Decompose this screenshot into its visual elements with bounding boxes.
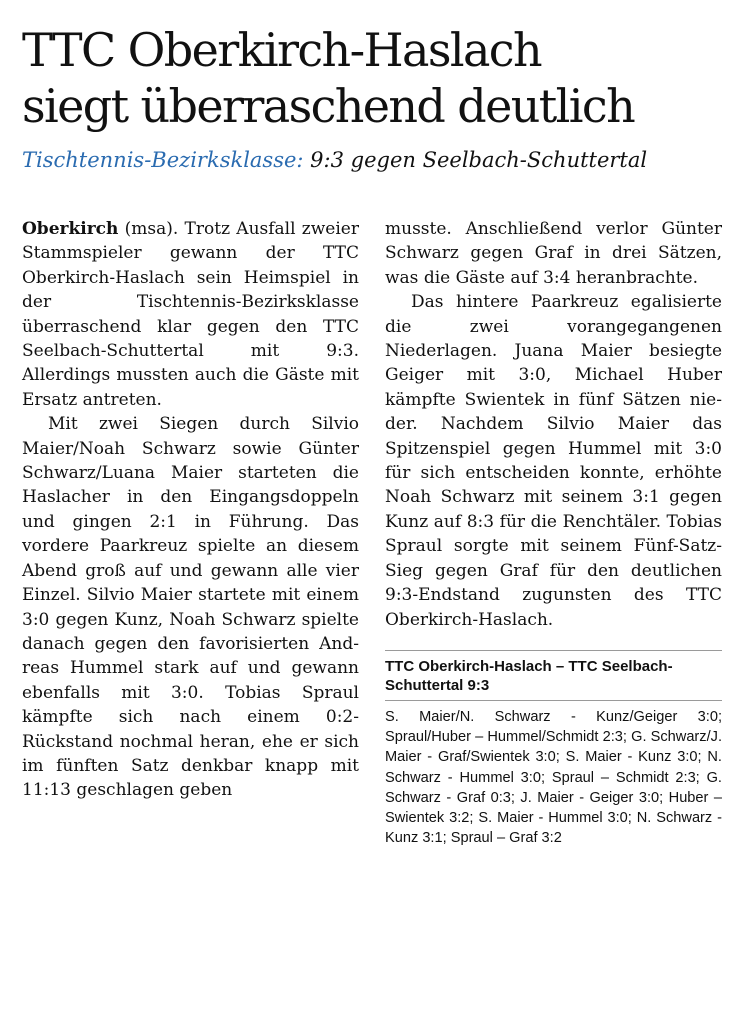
paragraph: Mit zwei Siegen durch Silvio Maier/Noah Schwarz sowie Günter Schwarz/Luana Maier starteten die Haslacher in den Eingangsdoppeln und gingen 2:1 in Führung. Das vordere Paarkreuz spielte an diesem Abend groß auf und gewann alle vier Einzel. Silvio Maier startete mit einem 3:0 gegen Kunz, Noah Schwarz spielte danach gegen den favorisierten Andreas Hummel stark auf und gewann ebenfalls mit 3:0. Tobias Spraul kämpfte sich nach einem 0:2-Rückstand nochmal heran, ehe er sich im fünften Satz denkbar knapp mit 11:13 geschlagen geben — [22, 414, 359, 801]
results-title: TTC Oberkirch-Haslach – TTC Seelbach-Schuttertal 9:3 — [385, 657, 673, 694]
subheadline-text: 9:3 gegen Seelbach-Schuttertal — [303, 148, 648, 172]
paragraph: Das hintere Paarkreuz egalisierte die zwei vorangegangenen Niederlagen. Juana Maier besiegte Geiger mit 3:0, Michael Huber kämpfte Swientek in fünf Sätzen nieder. Nachdem Silvio Maier das Spitzenspiel gegen Hummel mit 3:0 für sich entscheiden konnte, erhöhte Noah Schwarz mit seinem 3:1 gegen Kunz auf 8:3 für die Renchtäler. Tobias Spraul sorgte mit seinem Fünf-Satz-Sieg gegen Graf für den deutlichen 9:3-Endstand zugunsten des TTC Oberkirch-Haslach. — [385, 292, 722, 630]
column-left — [22, 217, 359, 848]
headline-line-2: siegt überraschend deutlich — [22, 79, 635, 133]
results-divider — [385, 700, 722, 701]
headline — [22, 22, 724, 134]
dateline: Oberkirch — [22, 219, 119, 239]
headline-line-1: TTC Oberkirch-Haslach — [22, 23, 541, 77]
paragraph-continued: musste. Anschließend verlor Günter Schwarz gegen Graf in drei Sätzen, was die Gäste auf 3:4 heranbrachte. — [385, 219, 722, 288]
paragraph-text: (msa). Trotz Ausfall zweier Stammspieler gewann der TTC Oberkirch-Haslach sein Heimspiel in der Tischtennis-Bezirksklasse überraschend klar gegen den TTC Seelbach-Schuttertal mit 9:3. Allerdings mussten auch die Gäste mit Ersatz antreten. — [22, 219, 359, 410]
paragraph — [22, 217, 359, 412]
results-text: S. Maier/N. Schwarz - Kunz/Geiger 3:0; Spraul/Huber – Hummel/Schmidt 2:3; G. Schwarz/J. Maier - Graf/Swientek 3:0; S. Maier - Kunz 3:0; N. Schwarz - Hummel 3:0; Spraul – Schmidt 2:3; G. Schwarz - Graf 0:3; J. Maier - Geiger 3:0; Huber – Swientek 3:2; S. Maier - Hummel 3:0; N. Schwarz - Kunz 3:1; Spraul – Graf 3:2 — [385, 708, 722, 847]
article-body — [22, 217, 722, 848]
results-box — [385, 650, 722, 848]
subheadline-kicker: Tischtennis-Bezirksklasse: — [22, 148, 304, 172]
column-right — [385, 217, 722, 848]
subheadline — [22, 146, 724, 174]
